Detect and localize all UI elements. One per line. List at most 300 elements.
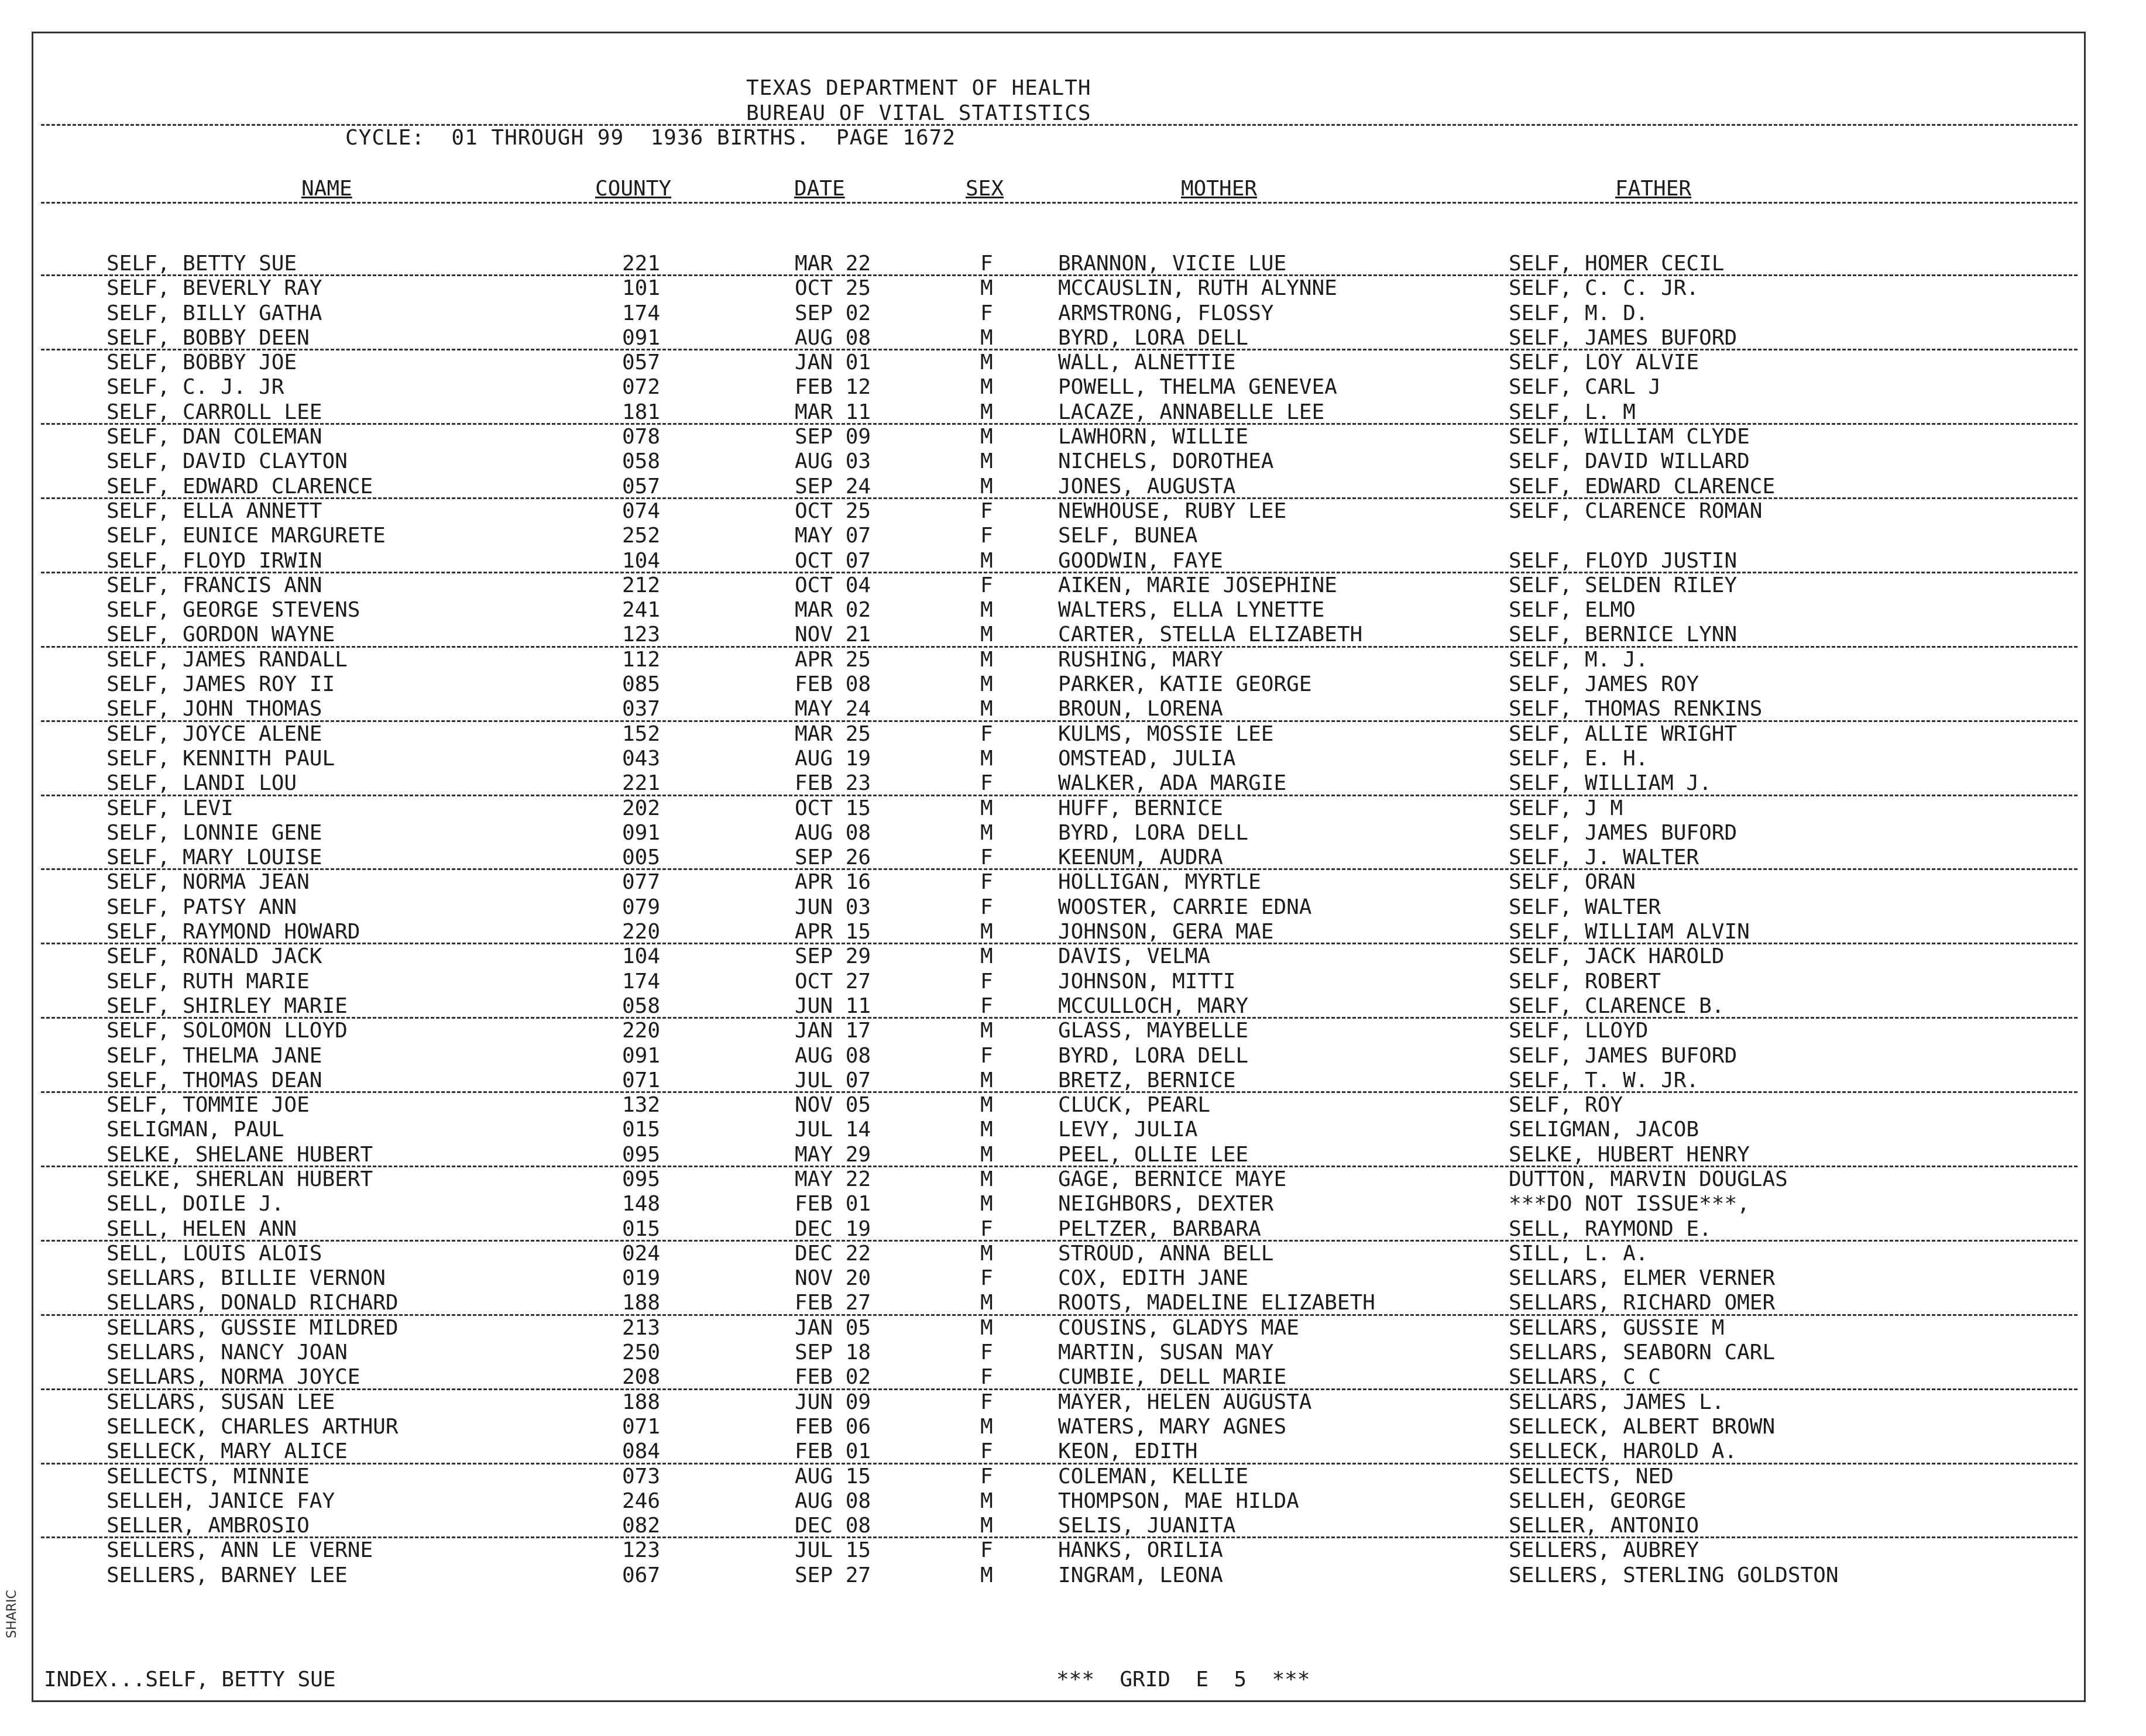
mother-cell: KULMS, MOSSIE LEE: [1058, 721, 1274, 746]
county-cell: 077: [622, 870, 661, 895]
sex-cell: F: [980, 252, 993, 276]
father-cell: SELF, ORAN: [1509, 870, 1636, 895]
date-cell: OCT 15: [795, 796, 871, 820]
mother-cell: GAGE, BERNICE MAYE: [1058, 1167, 1287, 1191]
mother-cell: NICHELS, DOROTHEA: [1058, 449, 1274, 474]
date-cell: AUG 08: [795, 820, 871, 845]
date-cell: APR 15: [795, 920, 871, 944]
county-cell: 005: [622, 845, 661, 870]
date-cell: JUL 07: [795, 1068, 871, 1092]
table-row: [0, 895, 2146, 920]
table-row: [0, 1242, 2146, 1266]
father-cell: SELF, LOY ALVIE: [1509, 350, 1699, 375]
county-cell: 246: [622, 1489, 661, 1513]
county-cell: 152: [622, 721, 661, 746]
name-cell: SELF, JOHN THOMAS: [107, 697, 322, 721]
mother-cell: NEIGHBORS, DEXTER: [1058, 1192, 1274, 1216]
date-cell: FEB 27: [795, 1291, 871, 1315]
father-cell: SELF, EDWARD CLARENCE: [1509, 474, 1776, 499]
county-cell: 221: [622, 252, 661, 276]
father-cell: SELF, JAMES BUFORD: [1509, 1043, 1738, 1068]
side-mark: SHARIC: [5, 1590, 19, 1638]
name-cell: SELF, BEVERLY RAY: [107, 276, 322, 301]
name-cell: SELF, MARY LOUISE: [107, 845, 322, 870]
date-cell: FEB 01: [795, 1192, 871, 1216]
mother-cell: KEENUM, AUDRA: [1058, 845, 1223, 870]
father-cell: SELF, ALLIE WRIGHT: [1509, 721, 1738, 746]
name-cell: SELL, DOILE J.: [107, 1192, 284, 1216]
county-cell: 181: [622, 400, 661, 424]
table-row: [0, 1415, 2146, 1439]
name-cell: SELL, HELEN ANN: [107, 1216, 297, 1241]
date-cell: DEC 22: [795, 1241, 871, 1266]
sex-cell: M: [980, 1167, 993, 1191]
table-row: [41, 475, 2078, 499]
father-cell: SELF, M. D.: [1509, 301, 1649, 325]
mother-cell: THOMPSON, MAE HILDA: [1058, 1489, 1299, 1513]
name-cell: SELF, RUTH MARIE: [107, 969, 310, 994]
father-cell: SELF, WILLIAM CLYDE: [1509, 425, 1750, 449]
table-row: [41, 1143, 2078, 1167]
table-row: [0, 350, 2146, 375]
county-cell: 095: [622, 1142, 661, 1167]
county-cell: 085: [622, 672, 661, 697]
grid-label: *** GRID E 5 ***: [1056, 1668, 1310, 1692]
father-cell: SILL, L. A.: [1509, 1241, 1649, 1266]
mother-cell: GOODWIN, FAYE: [1058, 548, 1223, 573]
father-cell: SELF, WALTER: [1509, 895, 1661, 919]
table-row: [0, 1167, 2146, 1192]
name-cell: SELF, GEORGE STEVENS: [107, 598, 360, 623]
mother-cell: WALTERS, ELLA LYNETTE: [1058, 598, 1325, 623]
date-cell: SEP 02: [795, 301, 871, 325]
mother-cell: OMSTEAD, JULIA: [1058, 746, 1236, 771]
father-cell: SELL, RAYMOND E.: [1509, 1216, 1712, 1241]
agency-title: TEXAS DEPARTMENT OF HEALTH: [746, 76, 1091, 100]
mother-cell: JOHNSON, MITTI: [1058, 969, 1236, 994]
father-cell: SELKE, HUBERT HENRY: [1509, 1142, 1750, 1167]
county-cell: 073: [622, 1464, 661, 1489]
bureau-title: BUREAU OF VITAL STATISTICS: [746, 101, 1091, 125]
sex-cell: M: [980, 647, 993, 672]
mother-cell: NEWHOUSE, RUBY LEE: [1058, 499, 1287, 523]
name-cell: SELF, RAYMOND HOWARD: [107, 920, 360, 944]
date-cell: JUN 11: [795, 994, 871, 1018]
table-row: [41, 326, 2078, 350]
table-row: [41, 771, 2078, 796]
county-cell: 220: [622, 920, 661, 944]
name-cell: SELF, DAN COLEMAN: [107, 425, 322, 449]
table-row: [0, 722, 2146, 747]
table-row: [0, 796, 2146, 821]
sex-cell: M: [980, 1414, 993, 1439]
table-row: [0, 276, 2146, 301]
mother-cell: PARKER, KATIE GEORGE: [1058, 672, 1312, 697]
table-row: [0, 944, 2146, 969]
name-cell: SELLECTS, MINNIE: [107, 1464, 310, 1489]
father-cell: SELF, FLOYD JUSTIN: [1509, 548, 1738, 573]
sex-cell: M: [980, 598, 993, 623]
index-label: INDEX...SELF, BETTY SUE: [44, 1668, 336, 1692]
father-cell: SELLER, ANTONIO: [1509, 1514, 1699, 1538]
county-cell: 074: [622, 499, 661, 523]
sex-cell: F: [980, 524, 993, 548]
father-cell: SELF, JACK HAROLD: [1509, 944, 1725, 969]
sex-cell: M: [980, 672, 993, 697]
father-cell: SELF, JAMES BUFORD: [1509, 325, 1738, 350]
county-cell: 019: [622, 1266, 661, 1291]
table-row: [41, 1217, 2078, 1242]
table-row: [41, 697, 2078, 721]
father-cell: SELF, ELMO: [1509, 598, 1636, 623]
father-cell: SELLARS, ELMER VERNER: [1509, 1266, 1776, 1291]
date-cell: MAR 11: [795, 400, 871, 424]
table-row: [0, 425, 2146, 449]
county-cell: 104: [622, 944, 661, 969]
date-cell: AUG 03: [795, 449, 871, 474]
name-cell: SELIGMAN, PAUL: [107, 1118, 284, 1142]
sex-cell: F: [980, 1043, 993, 1068]
table-row: [0, 1340, 2146, 1365]
county-cell: 057: [622, 474, 661, 499]
name-cell: SELF, LONNIE GENE: [107, 820, 322, 845]
county-cell: 252: [622, 524, 661, 548]
mother-cell: JONES, AUGUSTA: [1058, 474, 1236, 499]
column-header-date: DATE: [794, 177, 845, 201]
father-cell: SELLARS, C C: [1509, 1365, 1661, 1390]
sex-cell: F: [980, 1390, 993, 1414]
date-cell: OCT 04: [795, 573, 871, 597]
mother-cell: PEEL, OLLIE LEE: [1058, 1142, 1249, 1167]
name-cell: SELF, NORMA JEAN: [107, 870, 310, 895]
name-cell: SELF, BOBBY DEEN: [107, 325, 310, 350]
date-cell: MAY 29: [795, 1142, 871, 1167]
sex-cell: M: [980, 1563, 993, 1587]
date-cell: MAR 02: [795, 598, 871, 623]
county-cell: 095: [622, 1167, 661, 1191]
father-cell: SELLERS, STERLING GOLDSTON: [1509, 1563, 1839, 1587]
sex-cell: M: [980, 1142, 993, 1167]
county-cell: 037: [622, 697, 661, 721]
column-header-sex: SEX: [966, 177, 1004, 201]
date-cell: NOV 21: [795, 623, 871, 647]
sex-cell: M: [980, 746, 993, 771]
father-cell: DUTTON, MARVIN DOUGLAS: [1509, 1167, 1788, 1191]
county-cell: 043: [622, 746, 661, 771]
father-cell: SELF, THOMAS RENKINS: [1509, 697, 1763, 721]
table-row: [41, 252, 2078, 276]
date-cell: OCT 27: [795, 969, 871, 994]
date-cell: JAN 05: [795, 1315, 871, 1340]
sex-cell: F: [980, 1266, 993, 1291]
sex-cell: M: [980, 400, 993, 424]
father-cell: SELF, CARL J: [1509, 375, 1661, 400]
name-cell: SELLERS, BARNEY LEE: [107, 1563, 348, 1587]
county-cell: 091: [622, 325, 661, 350]
county-cell: 112: [622, 647, 661, 672]
name-cell: SELF, SHIRLEY MARIE: [107, 994, 348, 1018]
table-row: [0, 821, 2146, 845]
name-cell: SELF, KENNITH PAUL: [107, 746, 335, 771]
table-row: [41, 845, 2078, 870]
name-cell: SELLERS, ANN LE VERNE: [107, 1538, 373, 1563]
sex-cell: F: [980, 1365, 993, 1390]
county-cell: 101: [622, 276, 661, 301]
name-cell: SELF, JAMES ROY II: [107, 672, 335, 697]
sex-cell: F: [980, 969, 993, 994]
table-row: [0, 970, 2146, 994]
table-row: [0, 1563, 2146, 1588]
name-cell: SELLECK, CHARLES ARTHUR: [107, 1414, 399, 1439]
date-cell: MAY 24: [795, 697, 871, 721]
mother-cell: COLEMAN, KELLIE: [1058, 1464, 1249, 1489]
name-cell: SELKE, SHELANE HUBERT: [107, 1142, 373, 1167]
name-cell: SELLARS, NORMA JOYCE: [107, 1365, 360, 1390]
name-cell: SELF, PATSY ANN: [107, 895, 297, 919]
name-cell: SELF, EUNICE MARGURETE: [107, 524, 386, 548]
name-cell: SELF, SOLOMON LLOYD: [107, 1019, 348, 1043]
mother-cell: GLASS, MAYBELLE: [1058, 1019, 1249, 1043]
sex-cell: M: [980, 449, 993, 474]
date-cell: FEB 01: [795, 1439, 871, 1464]
father-cell: SELF, J. WALTER: [1509, 845, 1699, 870]
sex-cell: M: [980, 1315, 993, 1340]
name-cell: SELF, FLOYD IRWIN: [107, 548, 322, 573]
father-cell: SELF, T. W. JR.: [1509, 1068, 1699, 1092]
sex-cell: M: [980, 920, 993, 944]
mother-cell: LAWHORN, WILLIE: [1058, 425, 1249, 449]
table-row: [41, 1365, 2078, 1390]
mother-cell: WALKER, ADA MARGIE: [1058, 771, 1287, 796]
table-row: [41, 1439, 2078, 1464]
column-header-mother: MOTHER: [1181, 177, 1258, 201]
father-cell: SELLARS, RICHARD OMER: [1509, 1291, 1776, 1315]
father-cell: ***DO NOT ISSUE***,: [1509, 1192, 1750, 1216]
date-cell: JUL 15: [795, 1538, 871, 1563]
county-cell: 091: [622, 1043, 661, 1068]
mother-cell: BRANNON, VICIE LUE: [1058, 252, 1287, 276]
table-row: [0, 1044, 2146, 1068]
date-cell: AUG 08: [795, 1489, 871, 1513]
table-row: [0, 1118, 2146, 1142]
county-cell: 015: [622, 1216, 661, 1241]
sex-cell: M: [980, 425, 993, 449]
records-table: [0, 252, 2146, 1588]
sex-cell: M: [980, 474, 993, 499]
sex-cell: F: [980, 1216, 993, 1241]
mother-cell: INGRAM, LEONA: [1058, 1563, 1223, 1587]
county-cell: 148: [622, 1192, 661, 1216]
father-cell: SELLARS, SEABORN CARL: [1509, 1340, 1776, 1365]
county-cell: 024: [622, 1241, 661, 1266]
date-cell: JAN 17: [795, 1019, 871, 1043]
county-cell: 104: [622, 548, 661, 573]
name-cell: SELF, RONALD JACK: [107, 944, 322, 969]
mother-cell: HOLLIGAN, MYRTLE: [1058, 870, 1261, 895]
column-header-county: COUNTY: [595, 177, 672, 201]
father-cell: SELLECK, ALBERT BROWN: [1509, 1414, 1776, 1439]
father-cell: SELIGMAN, JACOB: [1509, 1118, 1699, 1142]
name-cell: SELF, GORDON WAYNE: [107, 623, 335, 647]
father-cell: SELF, ROY: [1509, 1093, 1623, 1118]
sex-cell: F: [980, 499, 993, 523]
name-cell: SELF, LANDI LOU: [107, 771, 297, 796]
county-cell: 067: [622, 1563, 661, 1587]
column-header-rule: [41, 202, 2078, 204]
mother-cell: HANKS, ORILIA: [1058, 1538, 1223, 1563]
mother-cell: BYRD, LORA DELL: [1058, 1043, 1249, 1068]
date-cell: JUN 03: [795, 895, 871, 919]
father-cell: SELLECTS, NED: [1509, 1464, 1674, 1489]
date-cell: FEB 02: [795, 1365, 871, 1390]
sex-cell: M: [980, 1514, 993, 1538]
mother-cell: BRETZ, BERNICE: [1058, 1068, 1236, 1092]
table-row: [0, 1538, 2146, 1563]
mother-cell: SELF, BUNEA: [1058, 524, 1198, 548]
date-cell: DEC 08: [795, 1514, 871, 1538]
county-cell: 250: [622, 1340, 661, 1365]
county-cell: 132: [622, 1093, 661, 1118]
sex-cell: M: [980, 820, 993, 845]
father-cell: SELLARS, JAMES L.: [1509, 1390, 1725, 1414]
county-cell: 241: [622, 598, 661, 623]
father-cell: SELF, L. M: [1509, 400, 1636, 424]
table-row: [41, 994, 2078, 1019]
sex-cell: M: [980, 1489, 993, 1513]
table-row: [41, 549, 2078, 573]
sex-cell: F: [980, 870, 993, 895]
county-cell: 058: [622, 449, 661, 474]
date-cell: AUG 08: [795, 325, 871, 350]
mother-cell: BYRD, LORA DELL: [1058, 325, 1249, 350]
sex-cell: F: [980, 1439, 993, 1464]
name-cell: SELLECK, MARY ALICE: [107, 1439, 348, 1464]
cycle-line: CYCLE: 01 THROUGH 99 1936 BIRTHS. PAGE 1672: [345, 126, 956, 150]
table-row: [41, 400, 2078, 425]
name-cell: SELF, BOBBY JOE: [107, 350, 297, 375]
sex-cell: M: [980, 697, 993, 721]
table-row: [0, 1489, 2146, 1514]
name-cell: SELF, EDWARD CLARENCE: [107, 474, 373, 499]
table-row: [0, 449, 2146, 474]
table-row: [0, 1465, 2146, 1489]
date-cell: AUG 19: [795, 746, 871, 771]
father-cell: SELF, HOMER CECIL: [1509, 252, 1725, 276]
sex-cell: M: [980, 375, 993, 400]
county-cell: 174: [622, 969, 661, 994]
father-cell: SELLECK, HAROLD A.: [1509, 1439, 1738, 1464]
mother-cell: WALL, ALNETTIE: [1058, 350, 1236, 375]
name-cell: SELF, THELMA JANE: [107, 1043, 322, 1068]
name-cell: SELKE, SHERLAN HUBERT: [107, 1167, 373, 1191]
county-cell: 174: [622, 301, 661, 325]
date-cell: MAY 07: [795, 524, 871, 548]
date-cell: FEB 06: [795, 1414, 871, 1439]
father-cell: SELF, M. J.: [1509, 647, 1649, 672]
mother-cell: PELTZER, BARBARA: [1058, 1216, 1261, 1241]
table-row: [0, 1316, 2146, 1340]
mother-cell: CLUCK, PEARL: [1058, 1093, 1211, 1118]
sex-cell: F: [980, 721, 993, 746]
date-cell: NOV 20: [795, 1266, 871, 1291]
date-cell: SEP 24: [795, 474, 871, 499]
county-cell: 091: [622, 820, 661, 845]
date-cell: NOV 05: [795, 1093, 871, 1118]
name-cell: SELF, FRANCIS ANN: [107, 573, 322, 597]
mother-cell: ARMSTRONG, FLOSSY: [1058, 301, 1274, 325]
name-cell: SELLARS, SUSAN LEE: [107, 1390, 335, 1414]
name-cell: SELF, JAMES RANDALL: [107, 647, 348, 672]
father-cell: SELF, LLOYD: [1509, 1019, 1649, 1043]
date-cell: JUL 14: [795, 1118, 871, 1142]
table-row: [0, 672, 2146, 697]
father-cell: SELF, DAVID WILLARD: [1509, 449, 1750, 474]
county-cell: 057: [622, 350, 661, 375]
name-cell: SELF, DAVID CLAYTON: [107, 449, 348, 474]
sex-cell: F: [980, 994, 993, 1018]
sex-cell: M: [980, 796, 993, 820]
county-cell: 078: [622, 425, 661, 449]
date-cell: SEP 26: [795, 845, 871, 870]
sex-cell: F: [980, 845, 993, 870]
sex-cell: F: [980, 1340, 993, 1365]
table-row: [0, 598, 2146, 623]
name-cell: SELLER, AMBROSIO: [107, 1514, 310, 1538]
table-row: [0, 1019, 2146, 1043]
county-cell: 071: [622, 1068, 661, 1092]
table-row: [0, 1390, 2146, 1415]
name-cell: SELF, C. J. JR: [107, 375, 284, 400]
sex-cell: M: [980, 1093, 993, 1118]
sex-cell: M: [980, 1241, 993, 1266]
name-cell: SELF, TOMMIE JOE: [107, 1093, 310, 1118]
sex-cell: F: [980, 895, 993, 919]
mother-cell: MAYER, HELEN AUGUSTA: [1058, 1390, 1312, 1414]
table-row: [0, 499, 2146, 524]
county-cell: 072: [622, 375, 661, 400]
mother-cell: POWELL, THELMA GENEVEA: [1058, 375, 1337, 400]
mother-cell: WOOSTER, CARRIE EDNA: [1058, 895, 1312, 919]
sex-cell: F: [980, 573, 993, 597]
name-cell: SELF, BILLY GATHA: [107, 301, 322, 325]
name-cell: SELLARS, BILLIE VERNON: [107, 1266, 386, 1291]
mother-cell: AIKEN, MARIE JOSEPHINE: [1058, 573, 1337, 597]
county-cell: 084: [622, 1439, 661, 1464]
county-cell: 058: [622, 994, 661, 1018]
table-row: [41, 1068, 2078, 1093]
father-cell: SELF, J M: [1509, 796, 1623, 820]
mother-cell: KEON, EDITH: [1058, 1439, 1198, 1464]
county-cell: 220: [622, 1019, 661, 1043]
father-cell: SELLERS, AUBREY: [1509, 1538, 1699, 1563]
sex-cell: M: [980, 1068, 993, 1092]
table-row: [0, 1093, 2146, 1118]
date-cell: OCT 07: [795, 548, 871, 573]
table-row: [41, 623, 2078, 647]
county-cell: 188: [622, 1291, 661, 1315]
mother-cell: SELIS, JUANITA: [1058, 1514, 1236, 1538]
county-cell: 221: [622, 771, 661, 796]
mother-cell: ROOTS, MADELINE ELIZABETH: [1058, 1291, 1375, 1315]
sex-cell: M: [980, 350, 993, 375]
mother-cell: MCCULLOCH, MARY: [1058, 994, 1249, 1018]
date-cell: FEB 23: [795, 771, 871, 796]
sex-cell: M: [980, 276, 993, 301]
county-cell: 188: [622, 1390, 661, 1414]
sex-cell: M: [980, 1291, 993, 1315]
father-cell: SELF, WILLIAM ALVIN: [1509, 920, 1750, 944]
date-cell: SEP 09: [795, 425, 871, 449]
